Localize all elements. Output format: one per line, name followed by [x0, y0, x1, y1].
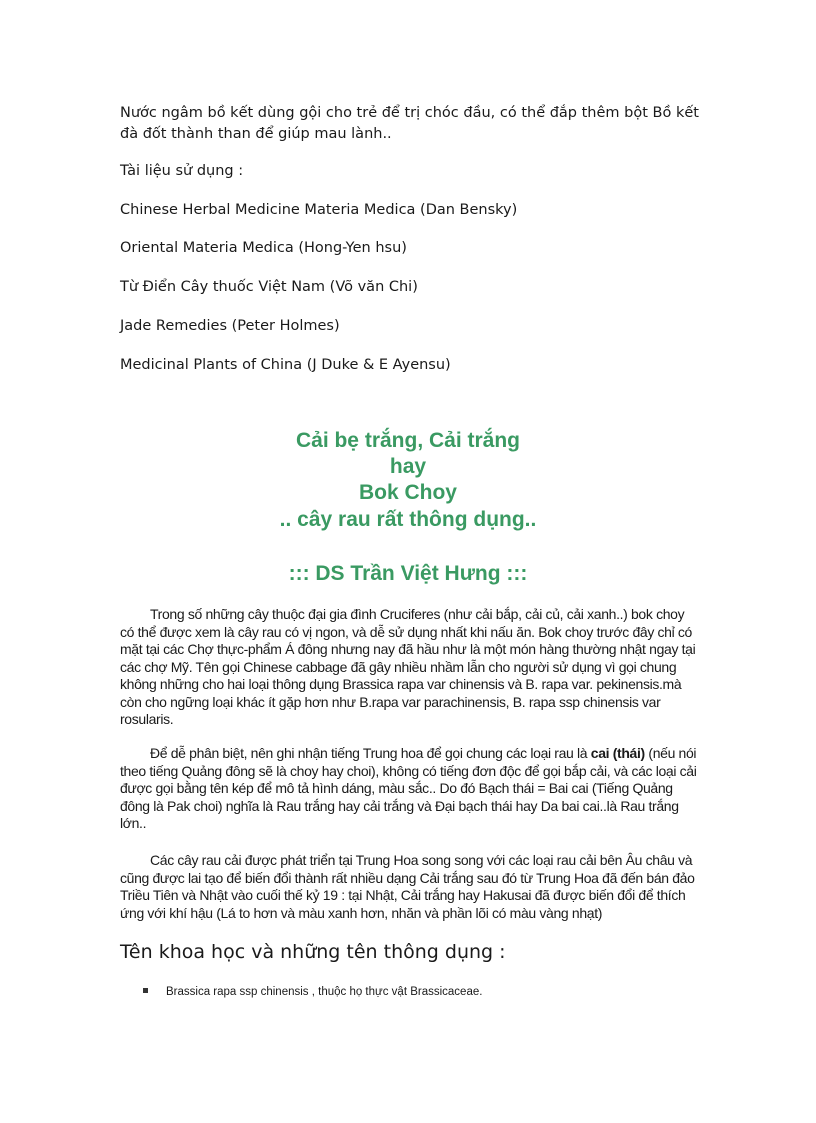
article-title-line: Bok Choy — [358, 481, 457, 504]
list-item-text: Brassica rapa ssp chinensis , thuộc họ thực vật Brassicaceae. — [166, 986, 483, 998]
reference-item: Chinese Herbal Medicine Materia Medica (Dan Bensky) — [120, 202, 518, 218]
paragraph-text: Để dễ phân biệt, nên ghi nhận tiếng Trung hoa để gọi chung các loại rau là — [150, 745, 591, 761]
reference-item: Oriental Materia Medica (Hong-Yen hsu) — [120, 240, 407, 256]
reference-item: Từ Điển Cây thuốc Việt Nam (Võ văn Chi) — [120, 279, 418, 295]
reference-item: Medicinal Plants of China (J Duke & E Ayensu) — [120, 357, 451, 373]
article-title-line: hay — [389, 455, 427, 478]
body-paragraph: Các cây rau cải được phát triển tại Trung Hoa song song với các loại rau cải bên Âu châu và cũng được lai tạo để biến đổi thành rất nhiều dạng Cải trắng sau đó từ Trung Hoa đã đến bán đảo Triều Tiên và Nhật vào cuối thế kỷ 19 : tại Nhật, Cải trắng hay Hakusai đã được biến đổi để thích ứng với khí hậu (Lá to hơn và màu xanh hơn, nhăn và phần lõi có màu vàng nhạt) — [120, 852, 695, 921]
bullet-square-icon — [143, 988, 148, 993]
body-paragraph: Trong số những cây thuộc đại gia đình Cruciferes (như cải bắp, cải củ, cải xanh..) bok choy có thể được xem là cây rau có vị ngon, và dễ sử dụng nhất khi nấu ăn. Bok choy trước đây chỉ có mặt tại các Chợ thực-phẩm Á đông nhưng nay đã hầu như là một món hàng thường nhật ngay tại các chợ Mỹ. Tên gọi Chinese cabbage đã gây nhiều nhầm lẫn cho người sử dụng vì gọi chung không những cho hai loại thông dụng Brassica rapa var chinensis và B. rapa var. pekinensis.mà còn cho ngững loại khác ít gặp hơn như B.rapa var parachinensis, B. rapa ssp chinensis var rosularis. — [120, 606, 696, 727]
bold-term: cai (thái) — [590, 745, 645, 761]
section-heading: Tên khoa học và những tên thông dụng : — [120, 941, 506, 963]
article-title-line: Cải bẹ trắng, Cải trắng — [295, 429, 521, 452]
article-author: ::: DS Trần Việt Hưng ::: — [288, 562, 528, 585]
intro-paragraph: Nước ngâm bồ kết dùng gội cho trẻ để trị chóc đầu, có thể đắp thêm bột Bồ kết đà đốt thành than để giúp mau lành.. — [120, 105, 699, 142]
body-paragraph — [120, 745, 700, 833]
reference-item: Jade Remedies (Peter Holmes) — [120, 318, 340, 334]
article-title-line: .. cây rau rất thông dụng.. — [279, 508, 537, 531]
references-label: Tài liệu sử dụng : — [120, 163, 244, 179]
paragraph-text: (nếu nói theo tiếng Quảng đông sẽ là choy hay choi), không có tiếng đơn độc để gọi bắp cải, và các loại cải được gọi bằng tên kép để mô tả hình dáng, màu sắc.. Do đó Bạch thái = Bai cai (Tiếng Quảng đông là Pak choi) nghĩa là Rau trắng hay cải trắng và Đại bạch thái hay Da bai cai..là Rau trắng lớn.. — [120, 745, 697, 831]
list-item — [143, 985, 482, 999]
